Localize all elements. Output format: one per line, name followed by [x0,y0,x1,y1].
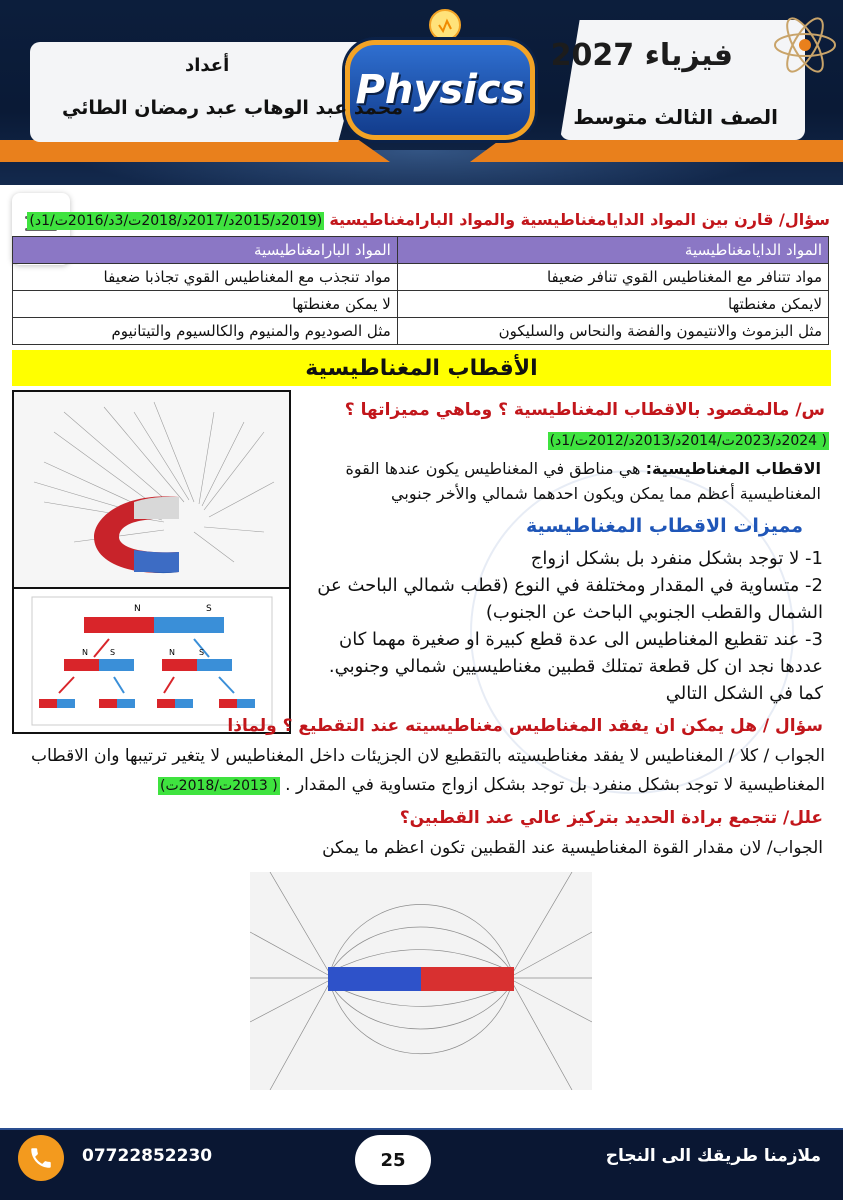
subject-title: فيزياء 2027 [550,38,733,73]
logo-text: Physics [355,67,525,113]
question-3-answer-text: الجواب / كلا / المغناطيس لا يفقد مغناطيسيته بالتقطيع لان الجزيئات داخل المغناطيس لا يتغير ترتيبها وان الاقطاب المغناطيسية لا توجد بشكل منفرد بل توجد بشكل ازواج متساوية في المقدار . [30,746,825,795]
bar-magnet-field-illustration [250,872,592,1090]
question-1-years: (2019د/2015د/2017د/2018ت/3د/2016ت/1د) [29,213,323,229]
table-row [13,291,829,318]
question-4-answer: الجواب/ لان مقدار القوة المغناطيسية عند القطبين تكون اعظم ما يمكن [322,838,823,858]
table-cell: مثل الصوديوم والمنيوم والكالسيوم والتيتانيوم [13,318,398,345]
table-cell: مواد تتنافر مع المغناطيس القوي تنافر ضعيفا [397,264,828,291]
horseshoe-magnet-image [12,390,291,589]
page-header [0,0,843,185]
table-cell: مثل البزموث والانتيمون والفضة والنحاس والسليكون [397,318,828,345]
question-1 [27,210,830,229]
pole-label-n: N [82,648,88,657]
horseshoe-magnet-illustration [14,392,289,587]
phone-glyph [28,1145,54,1171]
list-item: 3- عند تقطيع المغناطيس الى عدة قطع كبيرة او صغيرة مهما كان عددها نجد ان كل قطعة تمتلك قطبين مغناطيسيين شمالي وجنوبي. [328,629,823,677]
pole-label-n: N [134,604,141,614]
list-item: 2- متساوية في المقدار ومختلفة في النوع (قطب شمالي الباحث عن الشمال والقطب الجنوبي الباحث عن الجنوب) [317,575,823,623]
table-cell: مواد تنجذب مع المغناطيس القوي تجاذبا ضعيفا [13,264,398,291]
author-name: محمد عبد الوهاب عبد رمضان الطائي [62,97,404,119]
table-header-dia: المواد الدايامغناطيسية [397,237,828,264]
list-item: 1- لا توجد بشكل منفرد بل بشكل ازواج [530,548,823,569]
atom-icon [770,10,840,80]
question-4-label: علل/ تتجمع برادة الحديد بتركيز عالي عند القطبين؟ [399,808,823,828]
features-list [308,545,823,707]
question-2-years: ( 2024د/2023ت/2014د/2013د/2012ت/1د) [549,433,827,449]
question-2-years-wrap [548,430,829,449]
table-cell: لا يمكن مغنطتها [13,291,398,318]
cut-magnet-illustration [14,589,289,732]
phone-number: 07722852230 [82,1146,213,1166]
features-title: مميزات الاقطاب المغناطيسية [525,515,803,537]
footer-slogan: ملازمنا طريقك الى النجاح [605,1146,821,1166]
table-row [13,318,829,345]
header-accent-left [0,140,390,162]
definition-term: الاقطاب المغناطيسية: [645,459,821,478]
question-2-label: س/ مالمقصود بالاقطاب المغناطيسية ؟ وماهي مميزاتها ؟ [344,400,825,420]
question-3-label: سؤال / هل يمكن ان يفقد المغناطيس مغناطيسيته عند التقطيع ؟ ولماذا [227,716,823,736]
definition-text: هي مناطق في المغناطيس يكون عندها القوة المغناطيسية أعظم مما يمكن ويكون احدهما شمالي والأخر جنوبي [345,459,821,503]
comparison-table [12,236,829,345]
table-header-row [13,237,829,264]
header-accent-right [470,140,843,162]
section-title [12,350,831,386]
section-title-text: الأقطاب المغناطيسية [305,355,538,381]
table-header-para: المواد البارامغناطيسية [13,237,398,264]
definition-paragraph [301,456,821,506]
phone-icon [18,1135,64,1181]
list-item: كما في الشكل التالي [665,683,823,704]
question-3-years: ( 2013ت/2018ت) [160,778,278,794]
pole-label-n: N [169,648,175,657]
pole-label-s: S [199,648,205,657]
pole-label-s: S [206,604,212,614]
table-cell: لايمكن مغنطتها [397,291,828,318]
bar-magnet-field-image [250,872,592,1090]
table-row [13,264,829,291]
question-3-answer [12,742,825,801]
question-1-label: سؤال/ قارن بين المواد الدايامغناطيسية والمواد البارامغناطيسية [329,210,830,229]
pole-label-s: S [110,648,116,657]
cut-magnet-diagram [12,587,291,734]
grade-label: الصف الثالث متوسط [573,105,778,129]
prepared-by-label: أعداد [185,55,230,76]
page-number: 25 [355,1135,431,1185]
physics-logo [345,40,535,140]
